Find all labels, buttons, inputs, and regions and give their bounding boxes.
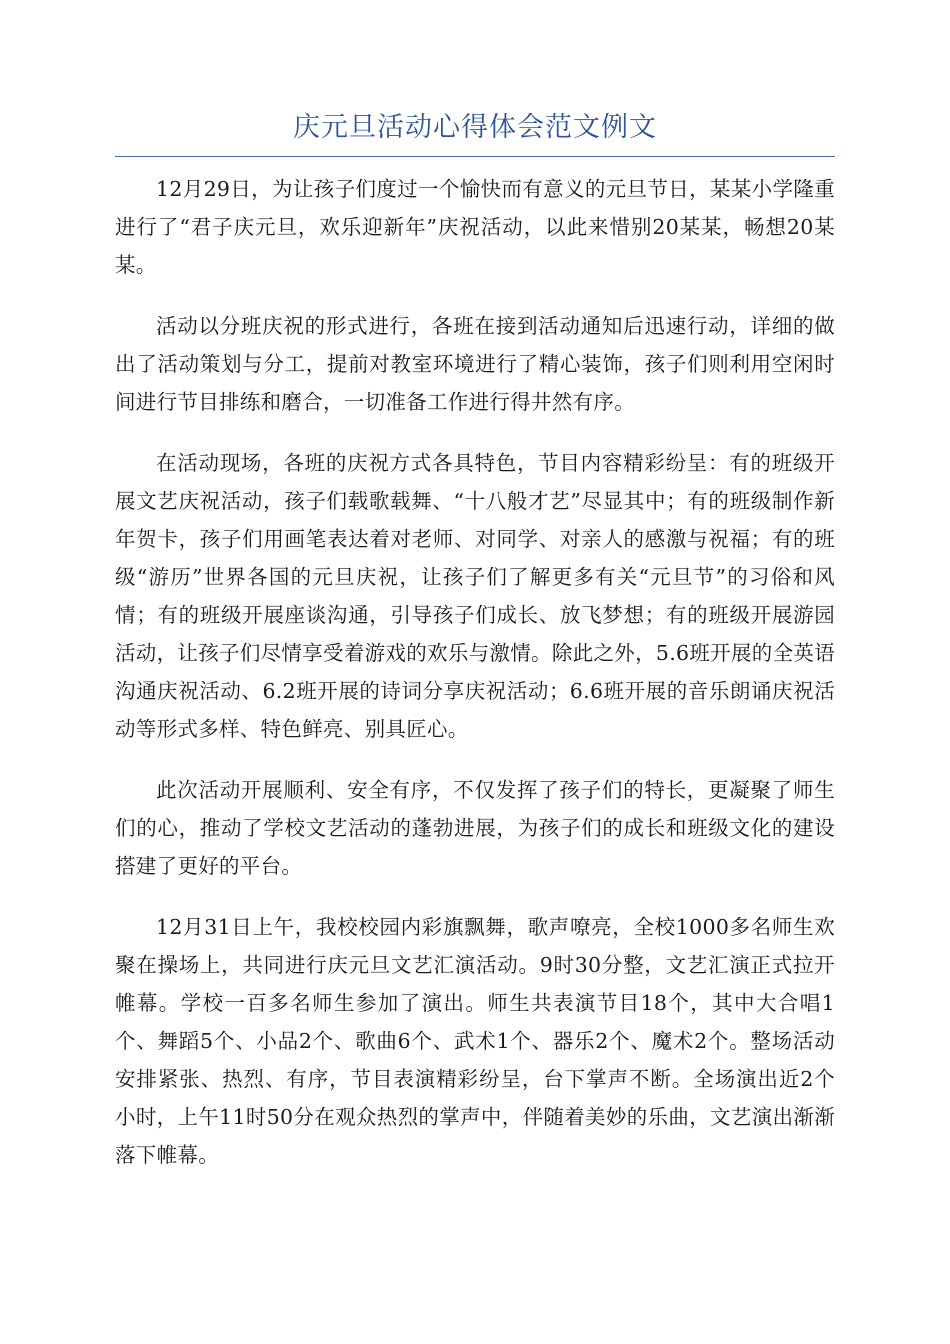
title-block xyxy=(115,108,835,157)
document-title: 庆元旦活动心得体会范文例文 xyxy=(293,112,657,143)
paragraph-5: 12月31日上午，我校校园内彩旗飘舞，歌声嘹亮，全校1000多名师生欢聚在操场上，共同进行庆元旦文艺汇演活动。9时30分整，文艺汇演正式拉开帷幕。学校一百多名师生参加了演出。师生共表演节目18个，其中大合唱1个、舞蹈5个、小品2个、歌曲6个、武术1个、器乐2个、魔术2个。整场活动安排紧张、热烈、有序，节目表演精彩纷呈，台下掌声不断。全场演出近2个小时，上午11时50分在观众热烈的掌声中，伴随着美妙的乐曲，文艺演出渐渐落下帷幕。 xyxy=(115,915,835,1167)
paragraph-4: 此次活动开展顺利、安全有序，不仅发挥了孩子们的特长，更凝聚了师生们的心，推动了学校文艺活动的蓬勃进展，为孩子们的成长和班级文化的建设搭建了更好的平台。 xyxy=(115,778,835,878)
document-body xyxy=(115,170,835,1197)
paragraph-1: 12月29日，为让孩子们度过一个愉快而有意义的元旦节日，某某小学隆重进行了“君子庆元旦，欢乐迎新年”庆祝活动，以此来惜别20某某，畅想20某某。 xyxy=(115,177,835,277)
paragraph-2: 活动以分班庆祝的形式进行，各班在接到活动通知后迅速行动，详细的做出了活动策划与分工，提前对教室环境进行了精心装饰，孩子们则利用空闲时间进行节目排练和磨合，一切准备工作进行得井然有序。 xyxy=(115,314,835,414)
paragraph-3: 在活动现场，各班的庆祝方式各具特色，节目内容精彩纷呈：有的班级开展文艺庆祝活动，孩子们载歌载舞、“十八般才艺”尽显其中；有的班级制作新年贺卡，孩子们用画笔表达着对老师、对同学、对亲人的感激与祝福；有的班级“游历”世界各国的元旦庆祝，让孩子们了解更多有关“元旦节”的习俗和风情；有的班级开展座谈沟通，引导孩子们成长、放飞梦想；有的班级开展游园活动，让孩子们尽情享受着游戏的欢乐与激情。除此之外，5.6班开展的全英语沟通庆祝活动、6.2班开展的诗词分享庆祝活动；6.6班开展的音乐朗诵庆祝活动等形式多样、特色鲜亮、别具匠心。 xyxy=(115,451,835,741)
